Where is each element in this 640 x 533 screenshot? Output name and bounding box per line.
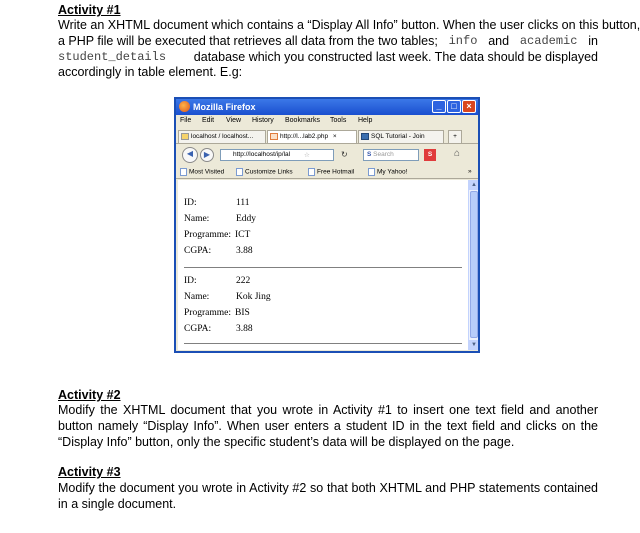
back-button[interactable]: ◀ <box>182 147 198 163</box>
field-label: ID: <box>184 198 197 208</box>
page-icon <box>270 133 278 140</box>
field-label: Programme: <box>184 308 231 318</box>
activity-2-heading: Activity #2 <box>58 388 121 402</box>
window-title: Mozilla Firefox <box>193 102 256 112</box>
bookmark-icon <box>368 168 375 176</box>
divider <box>184 267 462 268</box>
menu-bar <box>176 115 478 128</box>
menu-help[interactable]: Help <box>358 117 373 124</box>
scroll-down-icon[interactable]: ▼ <box>469 340 479 350</box>
bookmark-label: Most Visited <box>189 168 225 176</box>
scroll-up-icon[interactable]: ▲ <box>469 180 479 190</box>
w3schools-icon <box>361 133 369 140</box>
text-segment: a PHP file will be executed that retrieves all data from the two tables; <box>58 33 438 48</box>
search-input[interactable] <box>363 149 419 161</box>
menu-view[interactable]: View <box>226 117 242 124</box>
divider <box>184 343 462 344</box>
close-button[interactable]: × <box>462 100 476 113</box>
bookmarks-toolbar <box>176 165 478 179</box>
forward-button[interactable]: ▶ <box>200 148 214 162</box>
code-academic: academic <box>519 33 578 48</box>
activity-1-line-1: Write an XHTML document which contains a “Display All Info” button. When the user clicks on this button, <box>58 18 640 32</box>
menu-tools[interactable]: Tools <box>330 117 347 124</box>
tab-close-icon[interactable]: × <box>332 133 337 141</box>
bookmark-label: Customize Links <box>245 168 293 176</box>
bookmark-icon <box>180 168 187 176</box>
browser-window <box>174 97 480 353</box>
title-bar <box>176 99 478 115</box>
bookmark-customize-links[interactable] <box>236 168 293 176</box>
search-engine-icon: S <box>367 151 372 158</box>
field-label: Name: <box>184 292 210 302</box>
text-segment: in <box>588 33 598 48</box>
bookmark-label: My Yahoo! <box>377 168 408 176</box>
tab-label: localhost / localhost... <box>191 133 254 141</box>
tab-label: http://l...lab2.php <box>280 133 329 141</box>
bookmark-my-yahoo[interactable] <box>368 168 407 176</box>
new-tab-button[interactable]: + <box>448 130 462 143</box>
activity-1-line-3 <box>58 50 598 66</box>
scroll-thumb[interactable] <box>470 191 478 338</box>
bookmarks-overflow-icon[interactable]: » <box>468 168 472 175</box>
field-value: BIS <box>235 308 250 318</box>
tab-localhost[interactable] <box>178 130 266 143</box>
field-value: 3.88 <box>236 324 253 334</box>
field-value: 3.88 <box>236 246 253 256</box>
activity-2-text: Modify the XHTML document that you wrote in Activity #1 to insert one text field and another button namely “Display Info”. When user enters a student ID in the text field and clicks on the “Display Info” button, only the specific student’s data will be displayed on the page. <box>58 403 598 449</box>
firefox-logo-icon <box>179 101 190 112</box>
activity-1-line-4: accordingly in table element. E.g: <box>58 65 243 80</box>
url-text: http://localhost/ip/lal <box>233 151 291 158</box>
field-label: CGPA: <box>184 246 212 256</box>
menu-history[interactable]: History <box>252 117 274 124</box>
phpmyadmin-icon <box>181 133 189 140</box>
menu-bookmarks[interactable]: Bookmarks <box>285 117 321 124</box>
menu-edit[interactable]: Edit <box>202 117 215 124</box>
field-value: ICT <box>235 230 251 240</box>
reload-icon[interactable]: ↻ <box>341 150 348 159</box>
tab-label: SQL Tutorial - Join <box>371 133 425 141</box>
code-student-details: student_details <box>58 49 167 64</box>
page-content <box>178 180 468 350</box>
text-segment: and <box>488 33 510 48</box>
home-icon[interactable]: ⌂ <box>454 148 461 159</box>
bookmark-label: Free Hotmail <box>317 168 355 176</box>
field-value: 111 <box>236 198 250 208</box>
url-bar[interactable] <box>220 149 334 161</box>
bookmark-most-visited[interactable] <box>180 168 224 176</box>
activity-3-text: Modify the document you wrote in Activity #2 so that both XHTML and PHP statements contained in a single document. <box>58 481 598 511</box>
bookmark-free-hotmail[interactable] <box>308 168 354 176</box>
field-label: Programme: <box>184 230 231 240</box>
addon-s-icon[interactable]: S <box>424 149 436 161</box>
activity-1-text <box>58 18 640 81</box>
field-label: Name: <box>184 214 210 224</box>
vertical-scrollbar[interactable] <box>468 180 478 350</box>
field-value: 222 <box>236 276 251 286</box>
search-placeholder: Search <box>373 151 394 158</box>
menu-file[interactable]: File <box>180 117 192 124</box>
activity-3-heading: Activity #3 <box>58 465 121 479</box>
activity-1-line-2 <box>58 34 598 50</box>
tab-bar <box>176 128 478 144</box>
tab-sql-tutorial[interactable] <box>358 130 444 143</box>
navigation-bar <box>176 145 478 165</box>
field-value: Eddy <box>236 214 257 224</box>
code-info: info <box>448 33 478 48</box>
maximize-button[interactable]: □ <box>447 100 461 113</box>
bookmark-icon <box>308 168 315 176</box>
tab-lab2[interactable] <box>267 130 357 143</box>
activity-1-heading: Activity #1 <box>58 3 121 17</box>
field-label: CGPA: <box>184 324 212 334</box>
bookmark-icon <box>236 168 243 176</box>
field-value: Kok Jing <box>236 292 271 302</box>
minimize-button[interactable]: _ <box>432 100 446 113</box>
text-segment: database which you constructed last week. The data should be displayed <box>193 49 598 64</box>
bookmark-star-icon[interactable]: ☆ <box>304 152 310 159</box>
field-label: ID: <box>184 276 197 286</box>
